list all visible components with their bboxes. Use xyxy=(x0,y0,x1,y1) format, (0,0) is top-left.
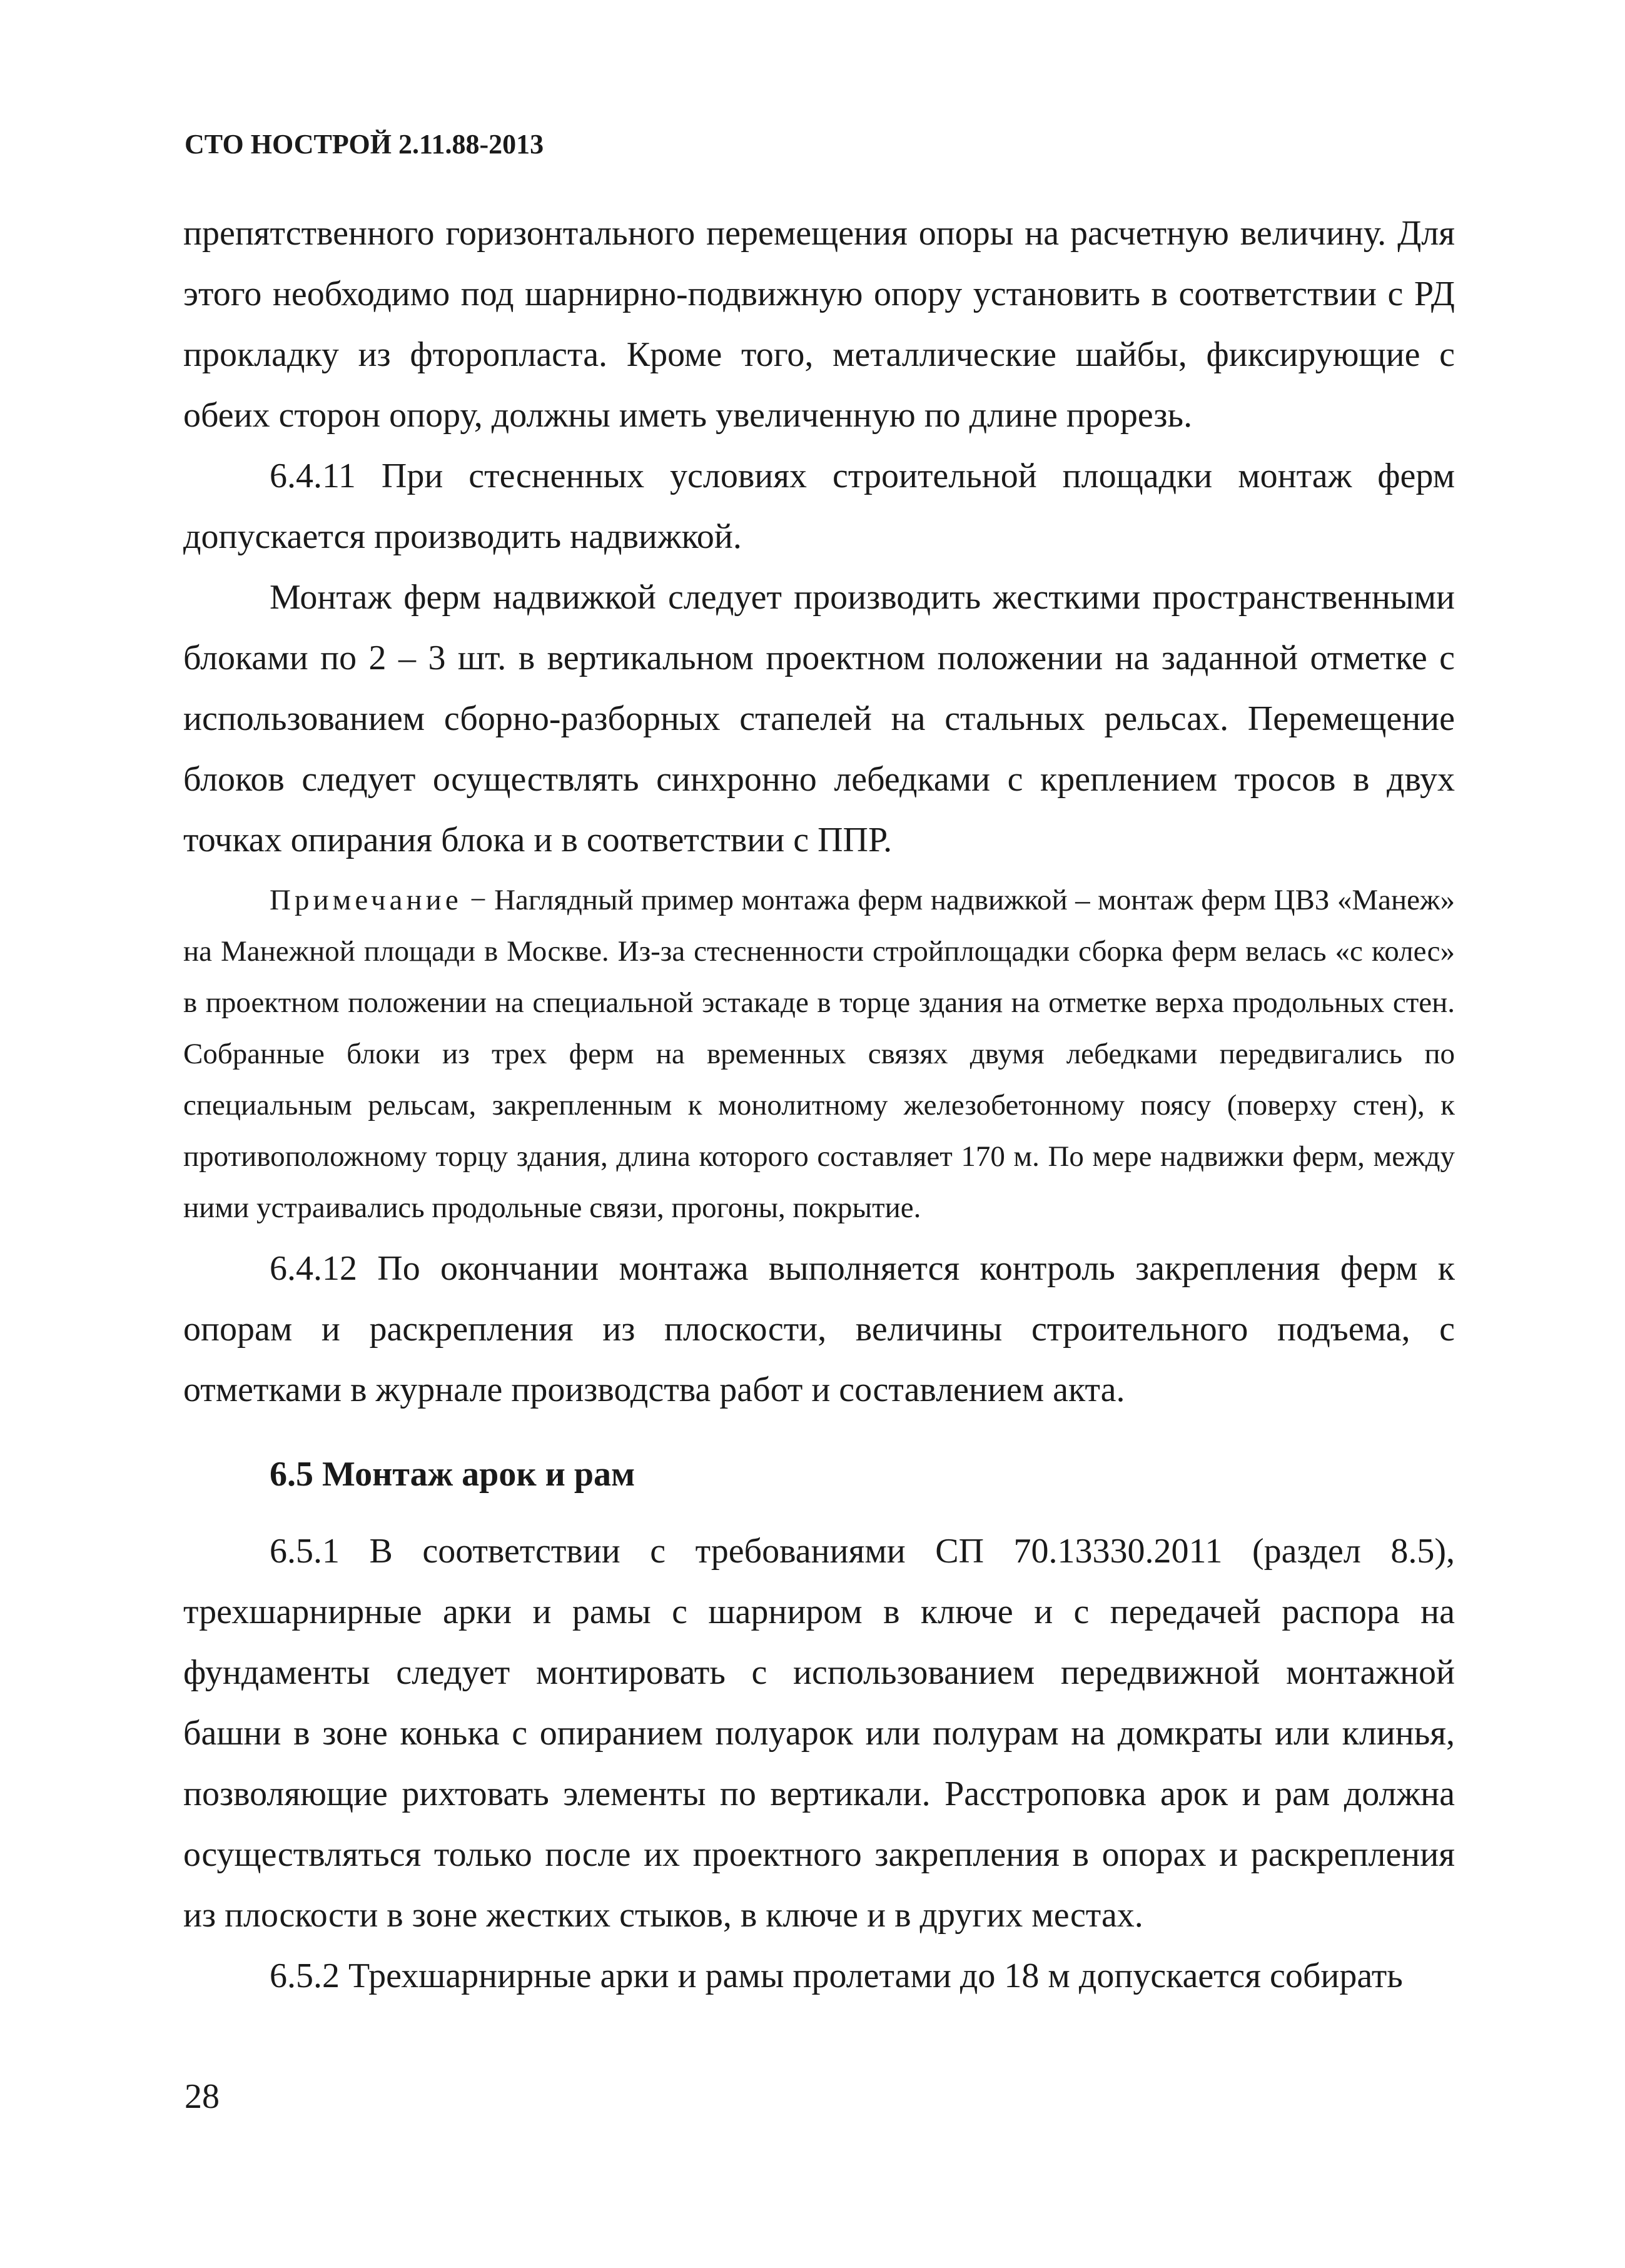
body-text xyxy=(183,203,1455,2007)
note-paragraph xyxy=(183,874,1455,1233)
section-title: 6.5 Монтаж арок и рам xyxy=(270,1455,635,1494)
paragraph-continuation: препятственного горизонтального перемещения опоры на расчетную величину. Для этого необходимо под шарнирно-подвижную опору установить в соответствии с РД прокладку из фторопласта. Кроме того, металлические шайбы, фиксирующие с обеих сторон опору, должны иметь увеличенную по длине прорезь. xyxy=(183,214,1455,435)
paragraph-6-5-1: 6.5.1 В соответствии с требованиями СП 70.13330.2011 (раздел 8.5), трехшарнирные арки и рамы с шарниром в ключе и с передачей распора на фундаменты следует монтировать с использованием передвижной монтажной башни в зоне конька с опиранием полуарок или полурам на домкраты или клинья, позволяющие рихтовать элементы по вертикали. Расстроповка арок и рам должна осуществляться только после их проектного закрепления в опорах и раскрепления из плоскости в зоне жестких стыков, в ключе и в других местах. xyxy=(183,1532,1455,1935)
page-number: 28 xyxy=(185,2077,220,2116)
paragraph-6-4-12: 6.4.12 По окончании монтажа выполняется контроль закрепления ферм к опорам и раскрепления из плоскости, величины строительного подъема, с отметками в журнале производства работ и составлением акта. xyxy=(183,1249,1455,1409)
document-header: СТО НОСТРОЙ 2.11.88-2013 xyxy=(185,129,544,159)
paragraph-6-4-11: 6.4.11 При стесненных условиях строительной площадки монтаж ферм допускается производить надвижкой. xyxy=(183,457,1455,556)
note-label: Примечание xyxy=(270,884,462,916)
paragraph-truss-sliding: Монтаж ферм надвижкой следует производить жесткими пространственными блоками по 2 – 3 шт. в вертикальном проектном положении на заданной отметке с использованием сборно-разборных стапелей на стальных рельсах. Перемещение блоков следует осуществлять синхронно лебедками с креплением тросов в двух точках опирания блока и в соответствии с ППР. xyxy=(183,578,1455,859)
paragraph-6-5-2: 6.5.2 Трехшарнирные арки и рамы пролетами до 18 м допускается собирать xyxy=(270,1957,1403,1995)
note-text: − Наглядный пример монтажа ферм надвижкой – монтаж ферм ЦВЗ «Манеж» на Манежной площади в Москве. Из-за стесненности стройплощадки сборка ферм велась «с колес» в проектном положении на специальной эстакаде в торце здания на отметке верха продольных стен. Собранные блоки из трех ферм на временных связях двумя лебедками передвигались по специальным рельсам, закрепленным к монолитному железобетонному поясу (поверху стен), к противоположному торцу здания, длина которого составляет 170 м. По мере надвижки ферм, между ними устраивались продольные связи, прогоны, покрытие. xyxy=(183,884,1455,1224)
